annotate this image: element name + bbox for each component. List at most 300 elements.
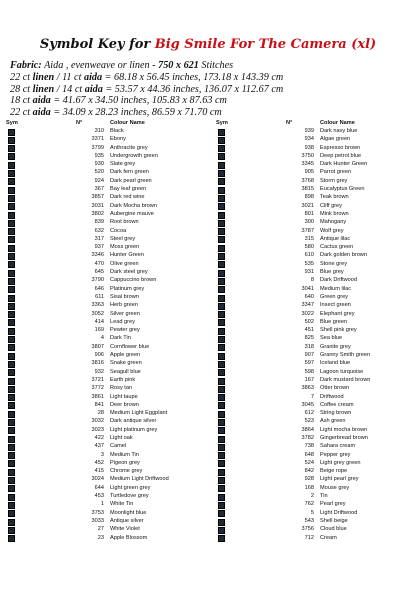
dmc-number: 3363 bbox=[91, 302, 104, 309]
colour-name: Mink brown bbox=[320, 210, 349, 217]
dmc-number: 3782 bbox=[301, 434, 314, 441]
title-prefix: Symbol Key for bbox=[39, 37, 151, 52]
colour-name: Teak brown bbox=[320, 194, 349, 201]
dmc-number: 712 bbox=[304, 534, 314, 541]
dmc-number: 611 bbox=[95, 293, 104, 300]
colour-name: Blue grey bbox=[320, 269, 344, 276]
dmc-number: 905 bbox=[304, 169, 314, 176]
colour-name: Granite grey bbox=[320, 343, 351, 350]
count-text: 18 ct bbox=[10, 95, 31, 107]
dmc-number: 632 bbox=[94, 227, 104, 234]
key-row bbox=[4, 160, 206, 168]
dmc-number: 898 bbox=[304, 194, 314, 201]
key-row bbox=[4, 451, 206, 459]
colour-name: Sahara cream bbox=[320, 443, 356, 450]
key-row bbox=[4, 318, 206, 326]
colour-name: Hunter Green bbox=[110, 252, 144, 259]
colour-name: Cornflower blue bbox=[110, 343, 150, 350]
dmc-number: 452 bbox=[94, 459, 104, 466]
key-row bbox=[214, 127, 416, 135]
colour-name: Moonlight blue bbox=[110, 509, 147, 516]
key-row bbox=[4, 459, 206, 467]
colour-name: Light taupe bbox=[110, 393, 138, 400]
colour-name: Dark red wine bbox=[110, 194, 145, 201]
key-row bbox=[214, 144, 416, 152]
colour-name: Seagull blue bbox=[110, 368, 141, 375]
key-row bbox=[4, 144, 206, 152]
colour-name: Coffee cream bbox=[320, 401, 354, 408]
dmc-number: 3753 bbox=[91, 509, 104, 516]
fabric-label: Fabric: bbox=[10, 60, 42, 71]
colour-name: Black bbox=[110, 128, 124, 134]
dmc-number: 842 bbox=[304, 468, 314, 475]
sym-header: Sym bbox=[6, 120, 18, 126]
colour-name: Pepper grey bbox=[320, 451, 351, 458]
colour-name: Sea blue bbox=[320, 335, 343, 342]
dmc-number: 3750 bbox=[301, 152, 314, 159]
colour-name: White Tin bbox=[110, 501, 134, 508]
key-row bbox=[214, 185, 416, 193]
dmc-number: 3022 bbox=[301, 310, 314, 317]
fabric-text: Aida , evenweave or linen - bbox=[44, 60, 156, 71]
colour-name: Slate grey bbox=[110, 161, 136, 168]
colour-name: Shell pink grey bbox=[320, 327, 357, 334]
key-row bbox=[4, 210, 206, 218]
dmc-number: 168 bbox=[304, 484, 314, 491]
colour-name: Chrome grey bbox=[110, 468, 143, 475]
dmc-number: 841 bbox=[94, 401, 104, 408]
key-row bbox=[4, 326, 206, 334]
fabric-word: aida bbox=[84, 83, 103, 95]
colour-name: Elephant grey bbox=[320, 310, 355, 317]
colour-name: Dark steel grey bbox=[110, 269, 148, 276]
dmc-number: 839 bbox=[94, 219, 104, 226]
size-text: = 53.57 x 44.36 inches, 136.07 x 112.67 cm bbox=[105, 83, 284, 95]
dmc-number: 470 bbox=[94, 260, 104, 267]
dmc-number: 3815 bbox=[301, 186, 314, 193]
dmc-number: 597 bbox=[304, 360, 314, 367]
colour-name: Mahogany bbox=[320, 219, 347, 226]
key-row bbox=[214, 152, 416, 160]
key-row bbox=[4, 475, 206, 483]
key-row bbox=[4, 500, 206, 508]
key-row bbox=[214, 243, 416, 251]
dmc-number: 738 bbox=[304, 443, 314, 450]
key-row bbox=[214, 434, 416, 442]
fabric-word: aida bbox=[32, 95, 51, 107]
colour-name: Dark Mocha brown bbox=[110, 202, 157, 209]
key-row bbox=[4, 185, 206, 193]
colour-name: Tin bbox=[320, 493, 328, 500]
key-row bbox=[4, 285, 206, 293]
dmc-number: 3021 bbox=[301, 202, 314, 209]
key-row bbox=[214, 210, 416, 218]
fabric-line bbox=[10, 60, 410, 72]
size-text: = 68.18 x 56.45 inches, 173.18 x 143.39 cm bbox=[104, 71, 284, 83]
dmc-number: 3052 bbox=[91, 310, 104, 317]
key-row bbox=[214, 459, 416, 467]
dmc-number: 934 bbox=[304, 136, 314, 143]
dmc-number: 317 bbox=[94, 235, 104, 242]
colour-name: Deep petrol blue bbox=[320, 152, 362, 159]
size-text: = 41.67 x 34.50 inches, 105.83 x 87.63 cm bbox=[53, 95, 227, 107]
colour-name: Rosy tan bbox=[110, 385, 133, 392]
colour-name: Herb green bbox=[110, 302, 138, 309]
colour-name: Cloud blue bbox=[320, 526, 347, 533]
key-row bbox=[4, 467, 206, 475]
key-row bbox=[214, 492, 416, 500]
dmc-number: 7 bbox=[310, 393, 314, 400]
dmc-number: 8 bbox=[310, 277, 314, 284]
dmc-number: 3863 bbox=[301, 385, 314, 392]
colour-name: White Violet bbox=[110, 526, 140, 533]
size-line-11ct bbox=[10, 72, 410, 84]
dmc-number: 932 bbox=[94, 368, 104, 375]
key-row bbox=[4, 393, 206, 401]
key-row bbox=[214, 334, 416, 342]
key-row bbox=[4, 301, 206, 309]
key-row bbox=[214, 276, 416, 284]
key-row bbox=[214, 235, 416, 243]
colour-name: Insect green bbox=[320, 302, 351, 309]
dmc-number: 3816 bbox=[91, 360, 104, 367]
colour-name: Cocoa bbox=[110, 227, 127, 234]
colour-name: Light grey green bbox=[320, 459, 361, 466]
key-row bbox=[4, 484, 206, 492]
colour-name: Anthracite grey bbox=[110, 144, 148, 151]
dmc-number: 3041 bbox=[301, 285, 314, 292]
colour-name: Medium lilac bbox=[320, 285, 352, 292]
colour-name: Dark golden brown bbox=[320, 252, 367, 259]
key-row bbox=[214, 301, 416, 309]
dmc-number: 3756 bbox=[301, 526, 314, 533]
size-line-14ct bbox=[10, 84, 410, 96]
key-row bbox=[4, 310, 206, 318]
number-header: N° bbox=[76, 120, 83, 126]
fabric-info bbox=[10, 60, 410, 119]
colour-name: Bay leaf green bbox=[110, 186, 147, 193]
colour-name: Apple green bbox=[110, 352, 141, 359]
dmc-number: 5 bbox=[310, 509, 314, 516]
key-row bbox=[214, 451, 416, 459]
key-row bbox=[214, 260, 416, 268]
colour-name: Shell beige bbox=[320, 517, 348, 524]
colour-name: Driftwood bbox=[320, 393, 344, 400]
dmc-number: 3802 bbox=[91, 210, 104, 217]
dmc-number: 644 bbox=[94, 484, 104, 491]
dmc-number: 939 bbox=[304, 128, 314, 134]
dmc-number: 524 bbox=[304, 459, 314, 466]
colour-name: Wolf grey bbox=[320, 227, 344, 234]
dmc-number: 3023 bbox=[91, 426, 104, 433]
key-row bbox=[4, 426, 206, 434]
number-header: N° bbox=[286, 120, 293, 126]
dmc-number: 762 bbox=[304, 501, 314, 508]
count-text: 28 ct bbox=[10, 83, 31, 95]
count-text: 22 ct bbox=[10, 107, 31, 119]
dmc-number: 367 bbox=[94, 186, 104, 193]
key-row bbox=[214, 193, 416, 201]
dmc-number: 169 bbox=[94, 327, 104, 334]
dmc-number: 924 bbox=[94, 177, 104, 184]
colour-name: Silver green bbox=[110, 310, 140, 317]
dmc-number: 3864 bbox=[301, 426, 314, 433]
dmc-number: 27 bbox=[97, 526, 104, 533]
colour-name: Pigeon grey bbox=[110, 459, 140, 466]
colour-name: Lead grey bbox=[110, 318, 135, 325]
key-row bbox=[214, 475, 416, 483]
dmc-number: 28 bbox=[97, 410, 104, 417]
colour-name: Pearl grey bbox=[320, 501, 346, 508]
key-row bbox=[214, 467, 416, 475]
dmc-number: 3031 bbox=[91, 202, 104, 209]
dmc-number: 640 bbox=[304, 293, 314, 300]
key-row bbox=[4, 193, 206, 201]
key-row bbox=[4, 235, 206, 243]
colour-name: Medium Tin bbox=[110, 451, 139, 458]
dmc-number: 930 bbox=[94, 161, 104, 168]
key-row bbox=[214, 326, 416, 334]
key-row bbox=[4, 168, 206, 176]
key-row bbox=[4, 251, 206, 259]
key-row bbox=[214, 500, 416, 508]
key-row bbox=[4, 243, 206, 251]
dmc-number: 931 bbox=[304, 269, 314, 276]
colour-name: Storm grey bbox=[320, 177, 348, 184]
colour-name: Camel bbox=[110, 443, 127, 450]
key-row bbox=[214, 168, 416, 176]
key-row bbox=[4, 409, 206, 417]
key-row bbox=[4, 492, 206, 500]
dmc-number: 825 bbox=[304, 335, 314, 342]
colour-name: Dark pearl green bbox=[110, 177, 152, 184]
key-row bbox=[214, 227, 416, 235]
color-key-left-column bbox=[4, 120, 206, 542]
key-row bbox=[4, 268, 206, 276]
dmc-number: 310 bbox=[94, 128, 104, 134]
dmc-number: 3033 bbox=[91, 517, 104, 524]
count-text: / 14 ct bbox=[56, 83, 83, 95]
colour-name: Moss green bbox=[110, 244, 140, 251]
key-row bbox=[214, 517, 416, 525]
colour-name: Dark Tin bbox=[110, 335, 131, 342]
dmc-number: 3799 bbox=[91, 144, 104, 151]
key-row bbox=[214, 401, 416, 409]
key-row bbox=[4, 152, 206, 160]
size-line-22ct bbox=[10, 107, 410, 119]
key-row bbox=[214, 268, 416, 276]
dmc-number: 3 bbox=[100, 451, 104, 458]
dmc-number: 3790 bbox=[91, 277, 104, 284]
colour-name: Algae green bbox=[320, 136, 351, 143]
key-row bbox=[214, 160, 416, 168]
key-row bbox=[214, 202, 416, 210]
sym-header: Sym bbox=[216, 120, 228, 126]
dmc-number: 3346 bbox=[91, 252, 104, 259]
dmc-number: 3024 bbox=[91, 476, 104, 483]
dmc-number: 3861 bbox=[91, 393, 104, 400]
colour-name: String brown bbox=[320, 410, 352, 417]
colour-name: Snake green bbox=[110, 360, 142, 367]
dmc-number: 610 bbox=[304, 252, 314, 259]
key-row bbox=[4, 517, 206, 525]
colour-name: Antique silver bbox=[110, 517, 144, 524]
colour-name: Dark Hunter Green bbox=[320, 161, 368, 168]
colour-name: Light oak bbox=[110, 434, 133, 441]
dmc-number: 3721 bbox=[91, 376, 104, 383]
dmc-number: 598 bbox=[304, 368, 314, 375]
colour-name: Mouse grey bbox=[320, 484, 350, 491]
colour-name-header: Colour Name bbox=[320, 120, 355, 126]
dmc-number: 612 bbox=[304, 410, 314, 417]
key-row bbox=[4, 434, 206, 442]
colour-name: Cactus green bbox=[320, 244, 354, 251]
colour-name-header: Colour Name bbox=[110, 120, 145, 126]
design-name: Big Smile For The Camera (xl) bbox=[154, 37, 377, 52]
colour-name: Dark fern green bbox=[110, 169, 149, 176]
key-row bbox=[4, 534, 206, 542]
dmc-number: 167 bbox=[304, 376, 314, 383]
dmc-number: 2 bbox=[310, 493, 314, 500]
dmc-number: 938 bbox=[304, 144, 314, 151]
key-row bbox=[4, 442, 206, 450]
colour-name: Blue green bbox=[320, 318, 348, 325]
right-row-list bbox=[214, 127, 416, 542]
colour-name: Steel grey bbox=[110, 235, 136, 242]
key-row bbox=[4, 368, 206, 376]
count-text: / 11 ct bbox=[56, 71, 82, 83]
dmc-number: 3032 bbox=[91, 418, 104, 425]
colour-name: Light Driftwood bbox=[320, 509, 358, 516]
key-row bbox=[214, 417, 416, 425]
fabric-word: aida bbox=[32, 107, 51, 119]
dmc-number: 453 bbox=[94, 493, 104, 500]
dmc-number: 414 bbox=[94, 318, 104, 325]
dmc-number: 935 bbox=[94, 152, 104, 159]
colour-name: Antique lilac bbox=[320, 235, 351, 242]
key-row bbox=[4, 384, 206, 392]
key-header bbox=[214, 120, 416, 127]
colour-name: Apple Blossom bbox=[110, 534, 148, 541]
dmc-number: 646 bbox=[94, 285, 104, 292]
key-row bbox=[214, 293, 416, 301]
dmc-number: 502 bbox=[304, 318, 314, 325]
key-row bbox=[4, 359, 206, 367]
dmc-number: 937 bbox=[94, 244, 104, 251]
colour-name: Parrot green bbox=[320, 169, 352, 176]
key-row bbox=[4, 202, 206, 210]
dmc-number: 3787 bbox=[301, 227, 314, 234]
dmc-number: 928 bbox=[304, 476, 314, 483]
colour-name: Stone grey bbox=[320, 260, 348, 267]
dmc-number: 422 bbox=[94, 434, 104, 441]
colour-name: Espresso brown bbox=[320, 144, 361, 151]
key-row bbox=[214, 343, 416, 351]
key-row bbox=[214, 442, 416, 450]
key-row bbox=[214, 135, 416, 143]
colour-name: Undergrowth green bbox=[110, 152, 158, 159]
colour-name: Gingerbread brown bbox=[320, 434, 368, 441]
key-row bbox=[4, 525, 206, 533]
colour-name: Earth pink bbox=[110, 376, 136, 383]
dmc-number: 907 bbox=[304, 352, 314, 359]
colour-name: Platinum grey bbox=[110, 285, 145, 292]
dmc-number: 1 bbox=[100, 501, 104, 508]
color-key-right-column bbox=[214, 120, 416, 542]
colour-name: Pewter grey bbox=[110, 327, 140, 334]
colour-name: Beige rope bbox=[320, 468, 348, 475]
colour-name: Cappuccino brown bbox=[110, 277, 157, 284]
fabric-word: linen bbox=[32, 71, 55, 83]
colour-name: Dark mustard brown bbox=[320, 376, 371, 383]
colour-name: Aubergine mauve bbox=[110, 210, 154, 217]
key-row bbox=[214, 218, 416, 226]
key-row bbox=[214, 484, 416, 492]
dmc-number: 580 bbox=[304, 244, 314, 251]
key-row bbox=[4, 417, 206, 425]
dmc-number: 437 bbox=[94, 443, 104, 450]
key-header bbox=[4, 120, 206, 127]
key-row bbox=[214, 525, 416, 533]
colour-name: Deer brown bbox=[110, 401, 139, 408]
dmc-number: 3768 bbox=[301, 177, 314, 184]
colour-name: Light mocha brown bbox=[320, 426, 368, 433]
key-row bbox=[214, 368, 416, 376]
symbol-swatch-icon bbox=[8, 535, 15, 542]
colour-name: Cream bbox=[320, 534, 337, 541]
dmc-number: 3347 bbox=[301, 302, 314, 309]
key-row bbox=[4, 260, 206, 268]
dmc-number: 535 bbox=[304, 260, 314, 267]
left-row-list bbox=[4, 127, 206, 542]
colour-name: Sisal brown bbox=[110, 293, 139, 300]
dmc-number: 543 bbox=[304, 517, 314, 524]
key-row bbox=[214, 177, 416, 185]
key-row bbox=[214, 310, 416, 318]
key-row bbox=[4, 127, 206, 135]
count-text: 22 ct bbox=[10, 71, 31, 83]
colour-name: Dark navy blue bbox=[320, 128, 358, 134]
dmc-number: 4 bbox=[100, 335, 104, 342]
key-row bbox=[214, 509, 416, 517]
dmc-number: 3807 bbox=[91, 343, 104, 350]
colour-name: Green grey bbox=[320, 293, 348, 300]
key-row bbox=[4, 135, 206, 143]
dmc-number: 906 bbox=[94, 352, 104, 359]
colour-name: Granny Smith green bbox=[320, 352, 371, 359]
dmc-number: 523 bbox=[304, 418, 314, 425]
dmc-number: 645 bbox=[94, 269, 104, 276]
key-row bbox=[214, 359, 416, 367]
stitch-count: 750 x 621 bbox=[158, 60, 199, 71]
key-row bbox=[4, 343, 206, 351]
colour-name: Cliff grey bbox=[320, 202, 342, 209]
key-row bbox=[214, 534, 416, 542]
key-row bbox=[214, 251, 416, 259]
symbol-swatch-icon bbox=[218, 535, 225, 542]
key-row bbox=[4, 509, 206, 517]
dmc-number: 520 bbox=[94, 169, 104, 176]
key-row bbox=[4, 227, 206, 235]
dmc-number: 3857 bbox=[91, 194, 104, 201]
dmc-number: 3772 bbox=[91, 385, 104, 392]
colour-name: Lagoon turquoise bbox=[320, 368, 364, 375]
dmc-number: 801 bbox=[304, 210, 314, 217]
key-row bbox=[214, 393, 416, 401]
size-line-18ct bbox=[10, 95, 410, 107]
colour-name: Medium Light Eggplant bbox=[110, 410, 168, 417]
key-row bbox=[214, 409, 416, 417]
